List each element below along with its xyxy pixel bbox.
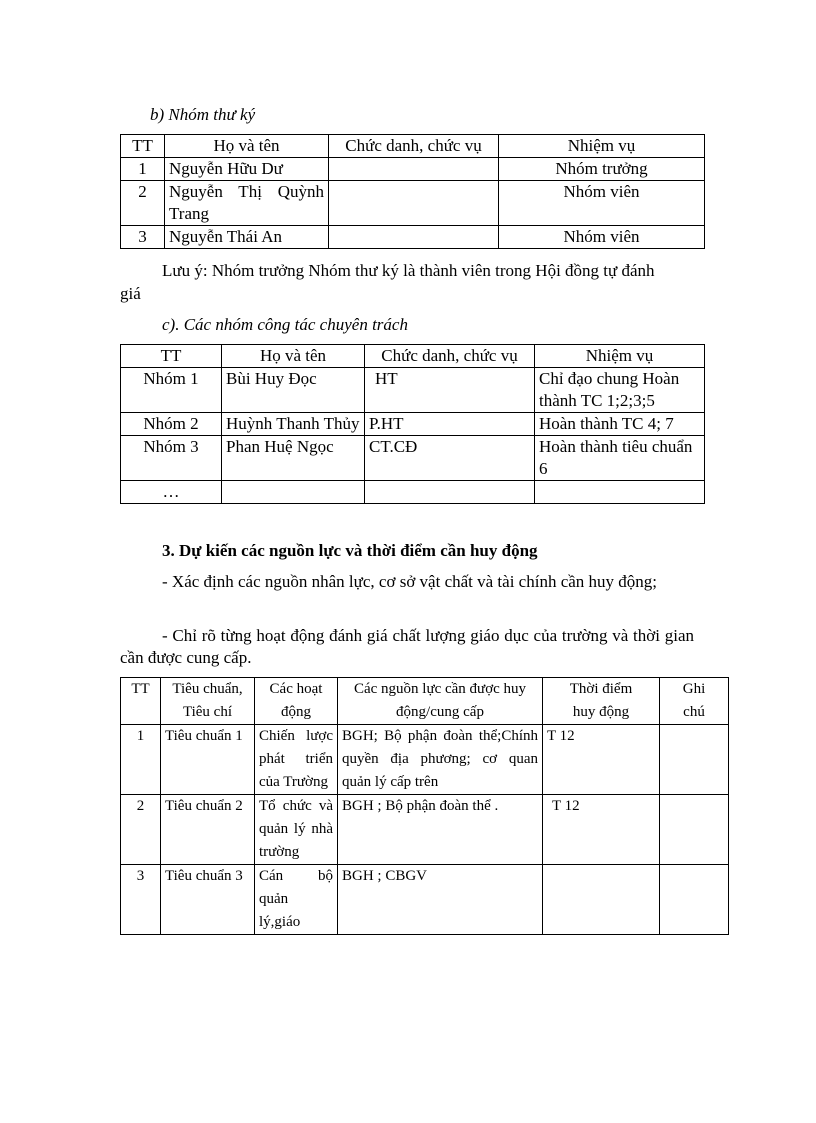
section-b-heading: b) Nhóm thư ký — [150, 105, 256, 124]
cell: Bùi Huy Đọc — [222, 368, 365, 413]
table-row — [121, 226, 705, 249]
cell: Hoàn thành tiêu chuẩn 6 — [535, 436, 705, 481]
cell — [535, 481, 705, 504]
cell — [660, 865, 729, 935]
table-header-row — [121, 135, 705, 158]
cell: 1 — [121, 725, 161, 795]
cell: Huỳnh Thanh Thủy — [222, 413, 365, 436]
cell: Tiêu chuẩn 3 — [161, 865, 255, 935]
cell: Tổ chức và quản lý nhà trường — [255, 795, 338, 865]
header-duty: Nhiệm vụ — [535, 345, 705, 368]
cell: 2 — [121, 181, 165, 226]
resources-table — [120, 677, 729, 935]
cell: CT.CĐ — [365, 436, 535, 481]
cell: Nhóm 3 — [121, 436, 222, 481]
cell: HT — [365, 368, 535, 413]
header-standard: Tiêu chuẩn, Tiêu chí — [161, 678, 255, 725]
note-line-1: Lưu ý: Nhóm trưởng Nhóm thư ký là thành viên trong Hội đồng tự đánh — [162, 261, 655, 280]
header-title: Chức danh, chức vụ — [365, 345, 535, 368]
header-tt: TT — [121, 345, 222, 368]
cell: P.HT — [365, 413, 535, 436]
cell: Chỉ đạo chung Hoàn thành TC 1;2;3;5 — [535, 368, 705, 413]
header-time: Thời điểm huy động — [543, 678, 660, 725]
table-row — [121, 865, 729, 935]
cell — [365, 481, 535, 504]
table-row — [121, 725, 729, 795]
cell: Hoàn thành TC 4; 7 — [535, 413, 705, 436]
cell: 2 — [121, 795, 161, 865]
header-notes: Ghi chú — [660, 678, 729, 725]
note-line-2: giá — [120, 284, 141, 303]
table-row — [121, 481, 705, 504]
table-row — [121, 368, 705, 413]
cell: Chiến lược phát triển của Trường — [255, 725, 338, 795]
cell: Nhóm 1 — [121, 368, 222, 413]
cell: Tiêu chuẩn 2 — [161, 795, 255, 865]
header-title: Chức danh, chức vụ — [329, 135, 499, 158]
table-row — [121, 436, 705, 481]
bullet-1: - Xác định các nguồn nhân lực, cơ sở vật chất và tài chính cần huy động; — [162, 572, 658, 591]
cell: Tiêu chuẩn 1 — [161, 725, 255, 795]
cell — [660, 725, 729, 795]
cell: BGH ; CBGV — [338, 865, 543, 935]
cell: Nguyễn Thị Quỳnh Trang — [165, 181, 329, 226]
table-row — [121, 158, 705, 181]
cell — [329, 226, 499, 249]
table-header-row — [121, 345, 705, 368]
header-name: Họ và tên — [222, 345, 365, 368]
cell: T 12 — [543, 725, 660, 795]
cell: Nhóm 2 — [121, 413, 222, 436]
secretary-group-table — [120, 134, 705, 249]
header-tt: TT — [121, 135, 165, 158]
cell: Nhóm viên — [499, 181, 705, 226]
header-resources: Các nguồn lực cần được huy động/cung cấp — [338, 678, 543, 725]
cell: T 12 — [543, 795, 660, 865]
cell: 1 — [121, 158, 165, 181]
section-c-heading: c). Các nhóm công tác chuyên trách — [162, 315, 408, 334]
cell — [543, 865, 660, 935]
bullet-2: - Chỉ rõ từng hoạt động đánh giá chất lượng giáo dục của trường và thời gian cần được cung cấp. — [120, 626, 694, 667]
cell — [329, 181, 499, 226]
header-name: Họ và tên — [165, 135, 329, 158]
cell: BGH ; Bộ phận đoàn thể . — [338, 795, 543, 865]
header-activities: Các hoạt động — [255, 678, 338, 725]
cell: Nhóm viên — [499, 226, 705, 249]
cell: Nguyễn Hữu Dư — [165, 158, 329, 181]
table-row — [121, 795, 729, 865]
cell: Nhóm trưởng — [499, 158, 705, 181]
cell — [660, 795, 729, 865]
table-row — [121, 413, 705, 436]
cell: Nguyễn Thái An — [165, 226, 329, 249]
cell: Cán bộ quản lý,giáo — [255, 865, 338, 935]
cell: 3 — [121, 226, 165, 249]
table-header-row — [121, 678, 729, 725]
header-duty: Nhiệm vụ — [499, 135, 705, 158]
cell: 3 — [121, 865, 161, 935]
cell: … — [121, 481, 222, 504]
header-tt: TT — [121, 678, 161, 725]
cell — [222, 481, 365, 504]
cell: Phan Huệ Ngọc — [222, 436, 365, 481]
section-3-heading: 3. Dự kiến các nguồn lực và thời điểm cần huy động — [162, 541, 538, 560]
task-groups-table — [120, 344, 705, 504]
cell: BGH; Bộ phận đoàn thể;Chính quyền địa phương; cơ quan quản lý cấp trên — [338, 725, 543, 795]
table-row — [121, 181, 705, 226]
cell — [329, 158, 499, 181]
